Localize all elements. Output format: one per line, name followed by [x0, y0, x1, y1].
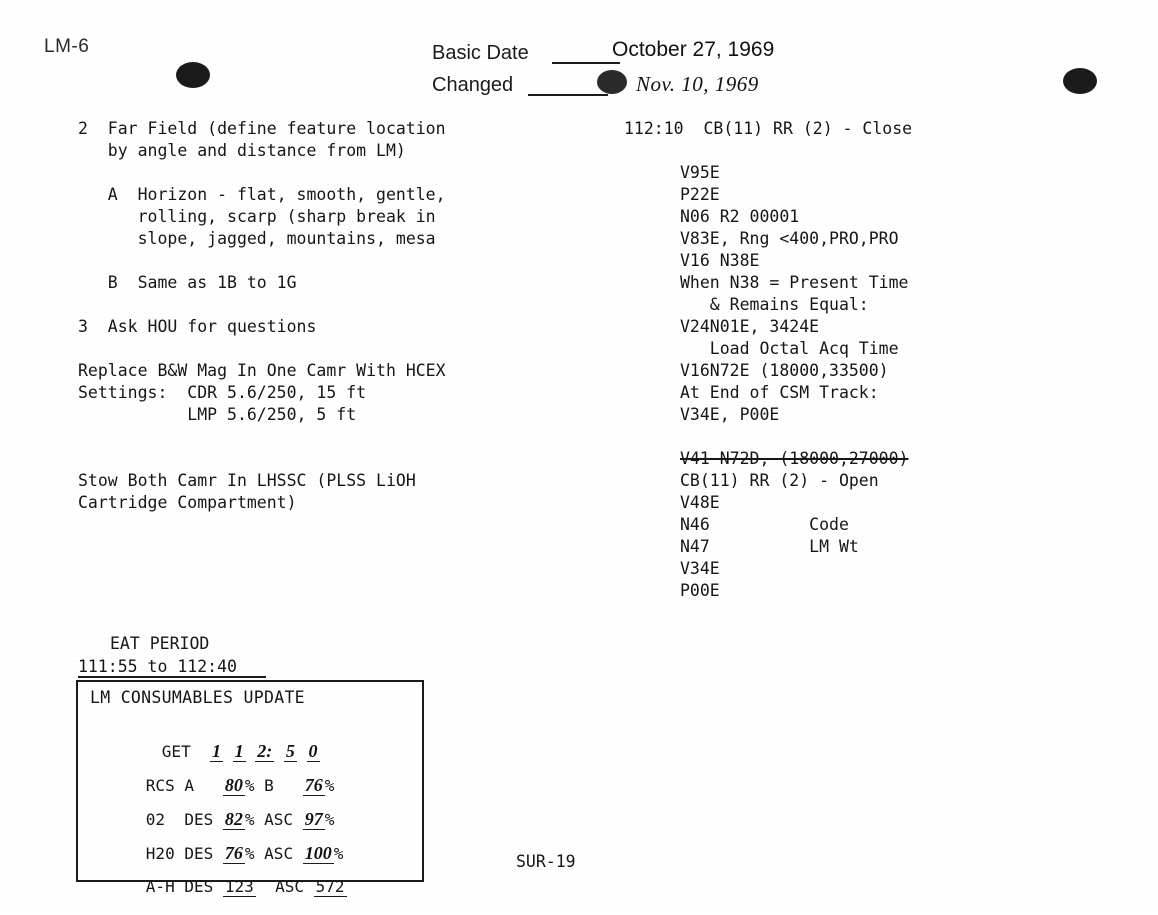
rcs-a-value-field[interactable]: 80: [224, 775, 243, 795]
eat-period-title: EAT PERIOD: [110, 634, 210, 653]
right-line: P22E: [680, 185, 720, 204]
changed-rule: [528, 94, 608, 96]
ah-des-label: DES: [184, 877, 214, 896]
punch-hole-icon: [1063, 68, 1097, 94]
consumables-title: LM CONSUMABLES UPDATE: [90, 688, 305, 707]
get-hundreds-field[interactable]: 1: [211, 741, 221, 761]
right-heading: CB(11) RR (2) - Close: [703, 119, 913, 138]
h2o-label: H20: [145, 844, 175, 863]
spacer: [78, 294, 598, 316]
basic-date-value: October 27, 1969: [612, 38, 775, 61]
right-line: V34E, P00E: [680, 405, 780, 424]
get-label: GET: [161, 742, 191, 761]
document-id: LM-6: [44, 36, 90, 57]
changed-date-handwritten: Nov. 10, 1969: [636, 72, 759, 96]
left-line: 2 Far Field (define feature location: [78, 119, 446, 138]
rcs-label: RCS A: [145, 776, 194, 795]
right-line: V16 N38E: [680, 251, 760, 270]
ah-label: A-H: [145, 877, 175, 896]
right-line: N06 R2 00001: [680, 207, 800, 226]
rcs-b-value-field[interactable]: 76: [304, 775, 323, 795]
page-number: SUR-19: [516, 852, 576, 871]
lm-consumables-update-box: [76, 680, 424, 896]
consumables-row-amp-hours: [88, 858, 347, 915]
o2-label: 02: [145, 810, 166, 829]
h2o-des-label: DES: [184, 844, 214, 863]
punch-hole-icon: [597, 70, 627, 94]
left-line: A Horizon - flat, smooth, gentle,: [78, 185, 446, 204]
right-line: When N38 = Present Time: [680, 273, 909, 292]
eat-period-times: 111:55 to 112:40: [78, 657, 237, 676]
h2o-asc-unit: %: [333, 844, 344, 863]
left-line: slope, jagged, mountains, mesa: [78, 229, 436, 248]
spacer: [624, 140, 1054, 162]
get-minutes-units-field[interactable]: 0: [308, 741, 318, 761]
basic-date-label: Basic Date: [432, 42, 529, 64]
spacer: [624, 426, 1054, 448]
right-line: At End of CSM Track:: [680, 383, 879, 402]
right-line: & Remains Equal:: [680, 295, 869, 314]
spacer: [78, 338, 598, 360]
o2-des-value-field[interactable]: 82: [224, 809, 243, 829]
right-line: V95E: [680, 163, 720, 182]
get-tens-field[interactable]: 1: [234, 741, 244, 761]
right-line: Load Octal Acq Time: [680, 339, 899, 358]
ah-asc-value-field[interactable]: 572: [315, 877, 345, 896]
left-line: Replace B&W Mag In One Camr With HCEX: [78, 361, 446, 380]
eat-period-block: [78, 632, 237, 678]
right-line: CB(11) RR (2) - Open: [680, 471, 879, 490]
h2o-des-unit: %: [244, 844, 255, 863]
right-line: V48E: [680, 493, 720, 512]
o2-des-label: DES: [184, 810, 214, 829]
right-line: N47 LM Wt: [680, 537, 859, 556]
right-line: V83E, Rng <400,PRO,PRO: [680, 229, 899, 248]
rcs-a-unit: %: [244, 776, 255, 795]
timecode: 112:10: [624, 119, 684, 138]
right-line: P00E: [680, 581, 720, 600]
rcs-b-unit: %: [324, 776, 335, 795]
o2-asc-value-field[interactable]: 97: [304, 809, 323, 829]
left-line: 3 Ask HOU for questions: [78, 317, 317, 336]
spacer: [78, 426, 598, 448]
left-line: LMP 5.6/250, 5 ft: [78, 405, 357, 424]
right-line: N46 Code: [680, 515, 849, 534]
basic-date-rule: [552, 62, 620, 64]
right-heading-row: [624, 118, 1054, 140]
left-line: by angle and distance from LM): [78, 141, 406, 160]
left-line: rolling, scarp (sharp break in: [78, 207, 436, 226]
right-struck-line: V41 N72D, (18000,27000): [680, 449, 909, 468]
left-column: [78, 118, 598, 514]
right-line: V24N01E, 3424E: [680, 317, 820, 336]
spacer: [78, 448, 598, 470]
o2-asc-label: ASC: [264, 810, 294, 829]
o2-des-unit: %: [244, 810, 255, 829]
left-line: B Same as 1B to 1G: [78, 273, 297, 292]
o2-asc-unit: %: [324, 810, 335, 829]
ah-asc-label: ASC: [275, 877, 304, 896]
eat-period-underline: [78, 676, 266, 678]
right-column: [624, 118, 1054, 602]
punch-hole-icon: [176, 62, 210, 88]
right-line: V34E: [680, 559, 720, 578]
spacer: [78, 162, 598, 184]
rcs-b-label: B: [264, 776, 274, 795]
h2o-asc-label: ASC: [264, 844, 294, 863]
left-line: Settings: CDR 5.6/250, 15 ft: [78, 383, 367, 402]
h2o-asc-value-field[interactable]: 100: [304, 843, 332, 863]
changed-label: Changed: [432, 74, 514, 96]
spacer: [78, 250, 598, 272]
get-minutes-tens-field[interactable]: 5: [285, 741, 295, 761]
get-units-field[interactable]: 2:: [257, 741, 273, 761]
left-line: Cartridge Compartment): [78, 493, 297, 512]
right-line: V16N72E (18000,33500): [680, 361, 889, 380]
h2o-des-value-field[interactable]: 76: [224, 843, 243, 863]
ah-des-value-field[interactable]: 123: [224, 877, 254, 896]
left-line: Stow Both Camr In LHSSC (PLSS LiOH: [78, 471, 416, 490]
